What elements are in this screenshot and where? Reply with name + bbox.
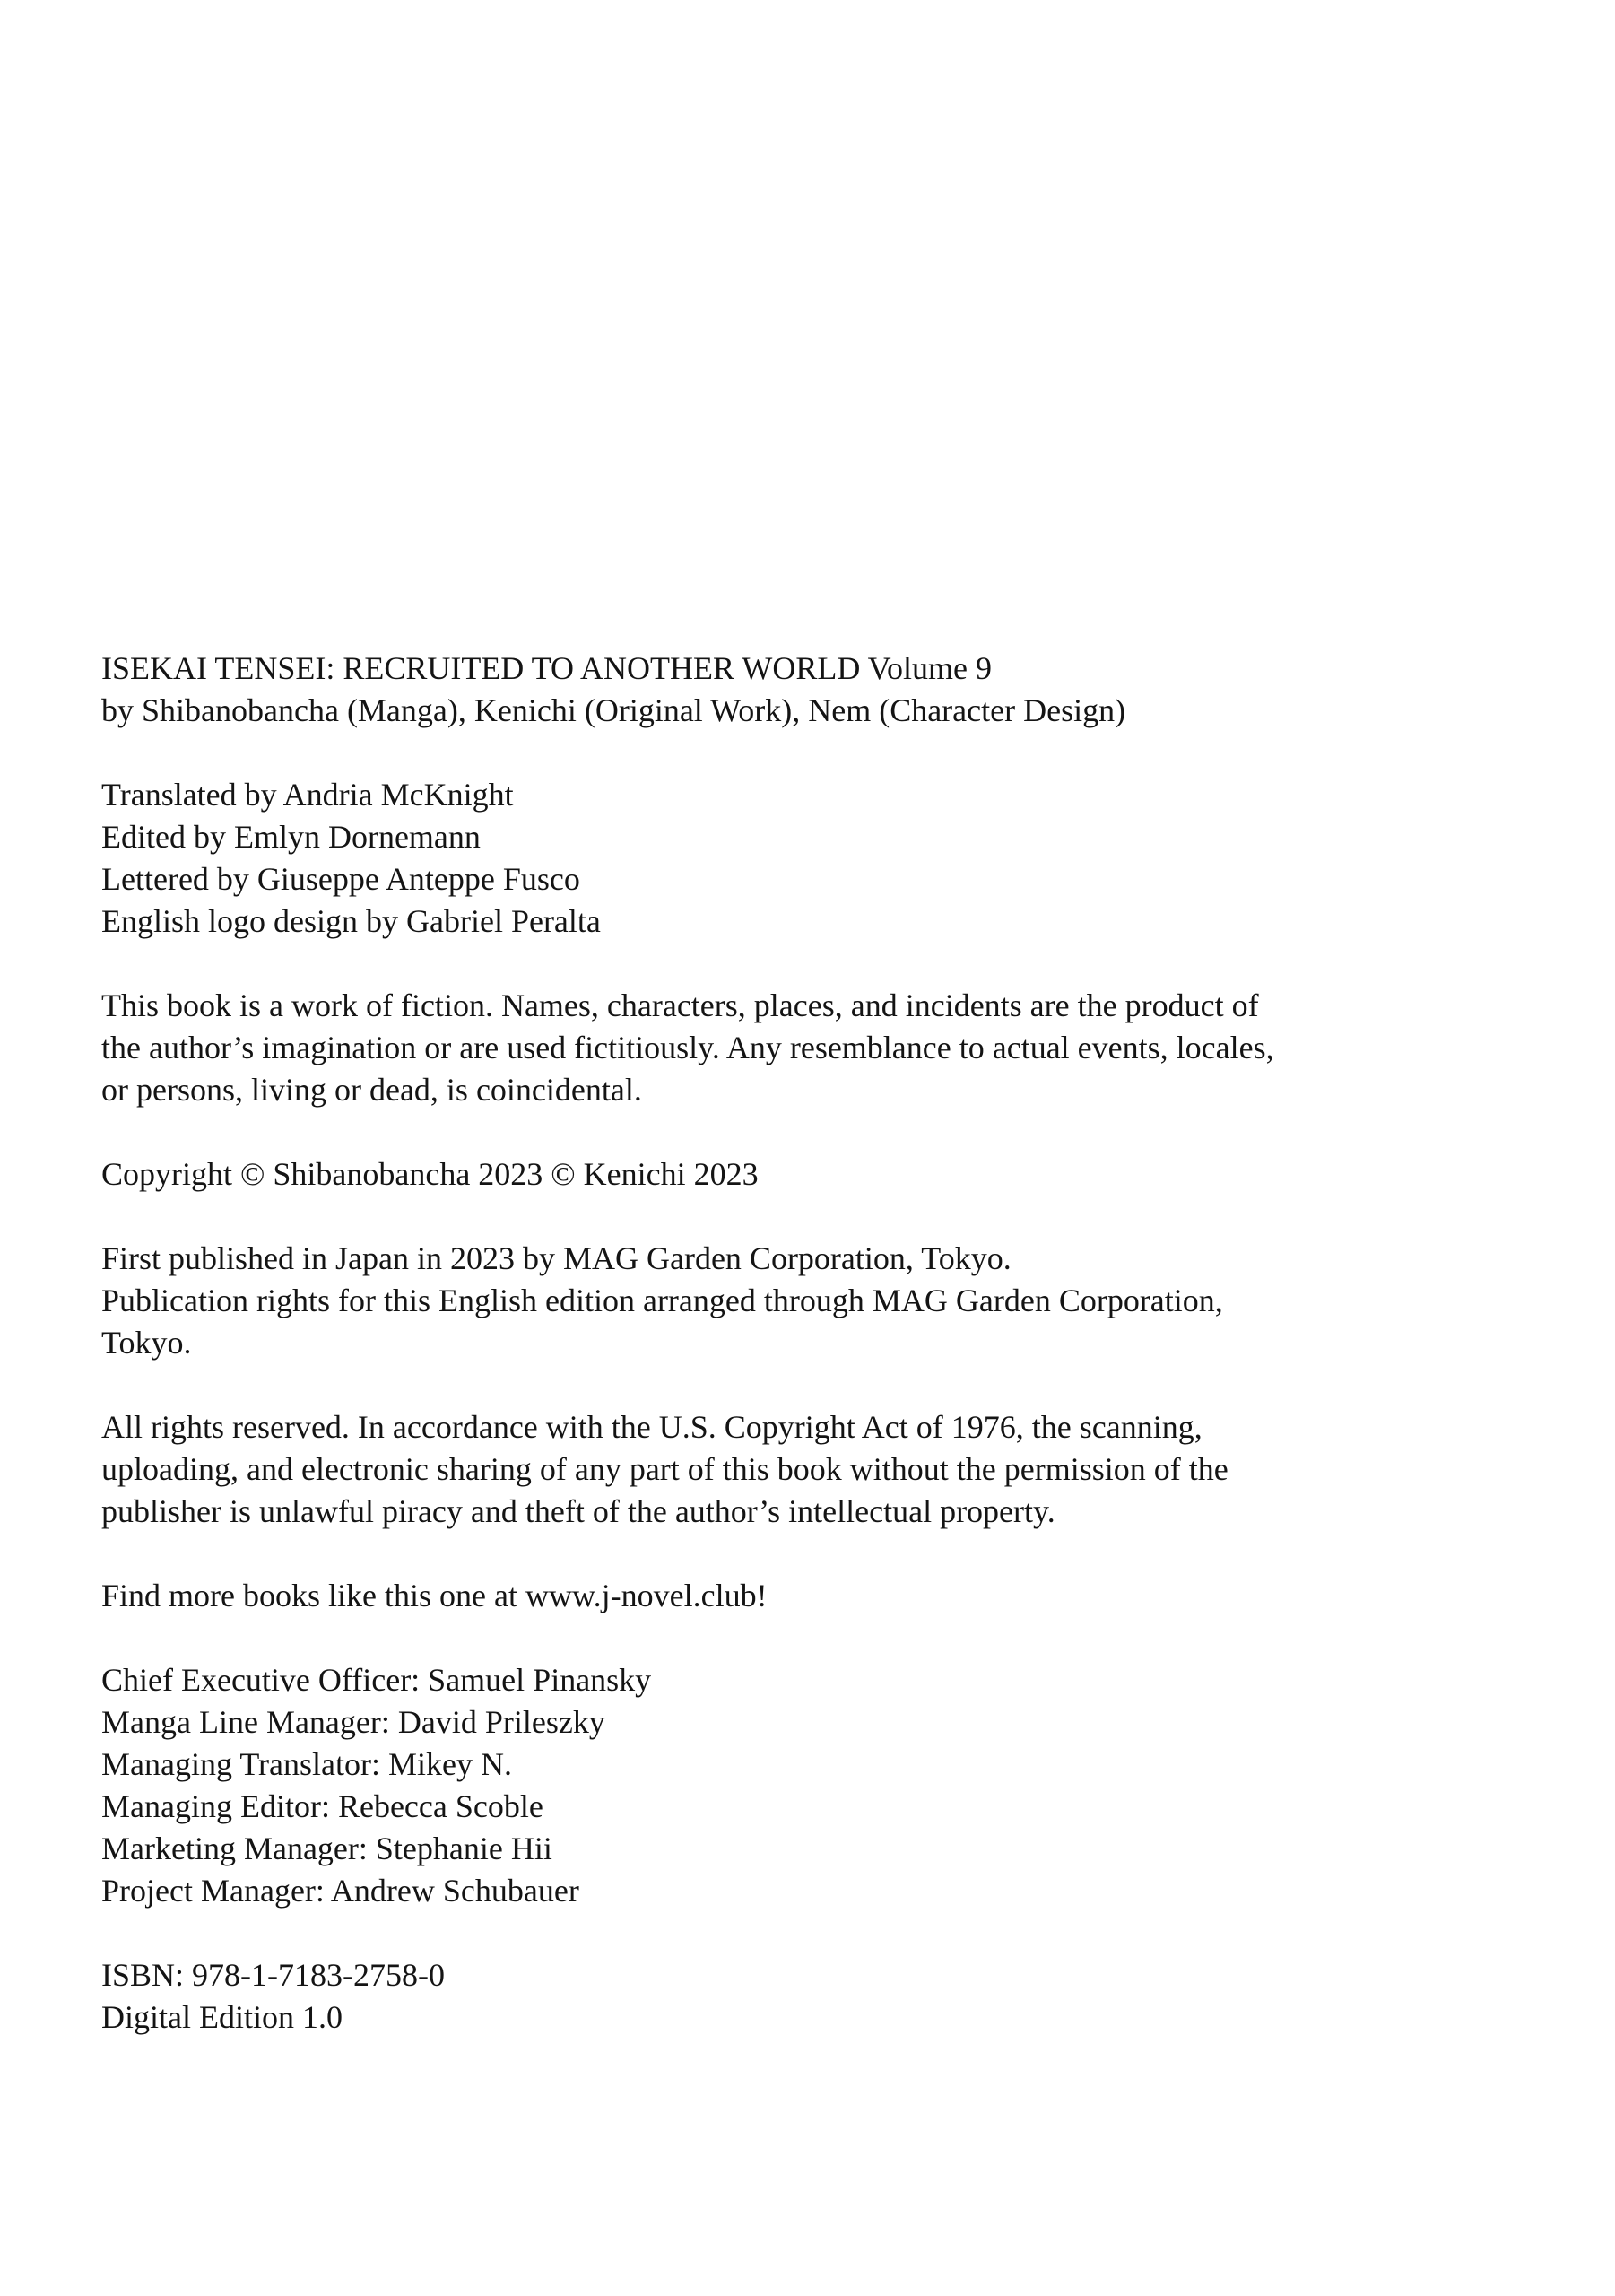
rights-line: All rights reserved. In accordance with the U.S. Copyright Act of 1976, the scanning, xyxy=(101,1409,1203,1445)
fiction-disclaimer xyxy=(101,985,1274,1111)
rights-line: uploading, and electronic sharing of any part of this book without the permission of the xyxy=(101,1451,1229,1487)
publication-line: First published in Japan in 2023 by MAG Garden Corporation, Tokyo. xyxy=(101,1240,1012,1276)
staff-block xyxy=(101,1659,1274,1912)
find-more-line: Find more books like this one at www.j-novel.club! xyxy=(101,1578,768,1613)
isbn-number: ISBN: 978-1-7183-2758-0 xyxy=(101,1957,445,1993)
book-authors: by Shibanobancha (Manga), Kenichi (Original Work), Nem (Character Design) xyxy=(101,692,1126,728)
editor-credit: Edited by Emlyn Dornemann xyxy=(101,819,481,855)
isbn-block xyxy=(101,1954,1274,2039)
marketing-manager-credit: Marketing Manager: Stephanie Hii xyxy=(101,1831,552,1866)
title-block xyxy=(101,648,1274,732)
find-more-block xyxy=(101,1575,1274,1617)
credits-block xyxy=(101,774,1274,943)
colophon-text-block xyxy=(101,648,1274,2039)
managing-translator-credit: Managing Translator: Mikey N. xyxy=(101,1746,512,1782)
publication-line: Publication rights for this English edition arranged through MAG Garden Corporation, xyxy=(101,1283,1223,1318)
logo-design-credit: English logo design by Gabriel Peralta xyxy=(101,903,601,939)
disclaimer-line: the author’s imagination or are used fictitiously. Any resemblance to actual events, locales, xyxy=(101,1030,1274,1065)
rights-line: publisher is unlawful piracy and theft of the author’s intellectual property. xyxy=(101,1493,1055,1529)
copyright-line-block xyxy=(101,1153,1274,1196)
publication-block xyxy=(101,1238,1274,1364)
managing-editor-credit: Managing Editor: Rebecca Scoble xyxy=(101,1788,543,1824)
disclaimer-line: This book is a work of fiction. Names, characters, places, and incidents are the product of xyxy=(101,987,1259,1023)
manga-line-manager-credit: Manga Line Manager: David Prileszky xyxy=(101,1704,605,1740)
disclaimer-line: or persons, living or dead, is coincidental. xyxy=(101,1072,642,1108)
ceo-credit: Chief Executive Officer: Samuel Pinansky xyxy=(101,1662,652,1698)
copyright-notice: Copyright © Shibanobancha 2023 © Kenichi 2023 xyxy=(101,1156,759,1192)
publication-line: Tokyo. xyxy=(101,1325,192,1361)
book-title: ISEKAI TENSEI: RECRUITED TO ANOTHER WORLD Volume 9 xyxy=(101,650,993,686)
translator-credit: Translated by Andria McKnight xyxy=(101,777,514,813)
project-manager-credit: Project Manager: Andrew Schubauer xyxy=(101,1873,579,1909)
letterer-credit: Lettered by Giuseppe Anteppe Fusco xyxy=(101,861,580,897)
digital-edition-version: Digital Edition 1.0 xyxy=(101,1999,343,2035)
rights-block xyxy=(101,1406,1274,1533)
